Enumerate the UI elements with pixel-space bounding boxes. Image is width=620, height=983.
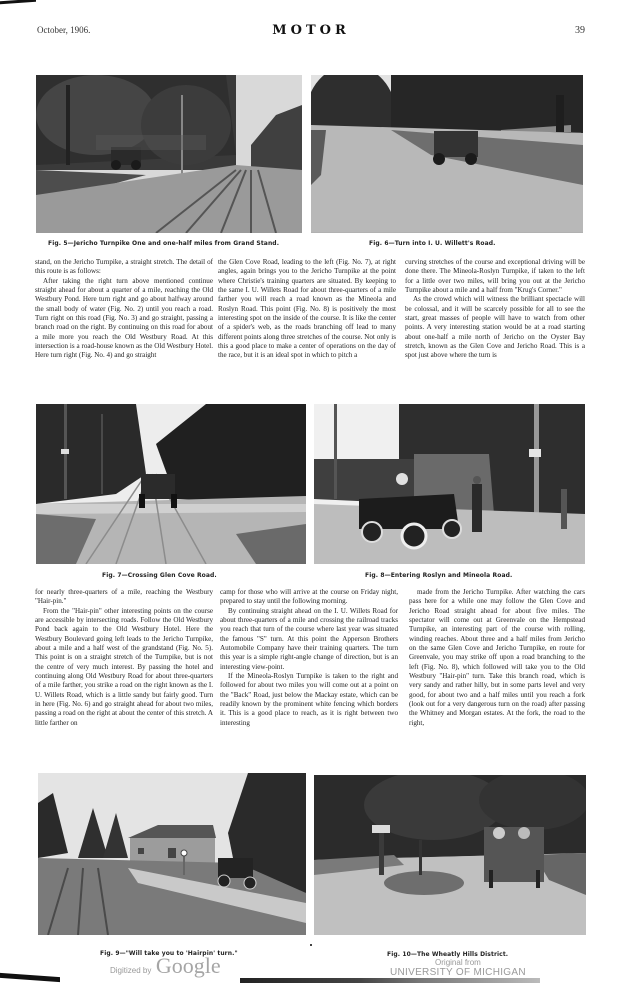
- page-number: 39: [575, 25, 585, 36]
- photo-fig7-glen-cove-road: [36, 404, 306, 564]
- photo-fig9-hairpin-turn: [38, 773, 306, 935]
- paragraph: stand, on the Jericho Turnpike, a straight stretch. The detail of this route is as follows:: [35, 258, 213, 276]
- photo-fig8-roslyn-mineola-road: [314, 404, 585, 564]
- photo-fig5-jericho-turnpike: [36, 75, 302, 233]
- paragraph: curving stretches of the course and exceptional driving will be done there. The Mineola-Roslyn Turnpike, if taken to the left for a little over two miles, will bring you out at the Jericho Turnpike about a mile and a half from "Krug's Corner.": [405, 258, 585, 295]
- text-column-top-1: [35, 258, 213, 361]
- paragraph: made from the Jericho Turnpike. After watching the cars pass here for a while one may follow the Glen Cove and Jericho Road straight ahead for about five miles. The spectator will come out at Greenvale on the Hempstead Turnpike, an interesting part of the course with rolling, winding reaches. About three and a half miles from Jericho on the same Glen Cove and Jericho Turnpike, en route for Greenvale, you may strike off upon a road branching to the left (Fig. No. 8), which followed will take you to the Old Westbury "Hair-pin" turn. Take this branch road, which is very sandy and rather hilly, but in some parts level and very good, for about two and a half miles until you reach a fork (look out for a very dangerous turn on the road) after passing the Whitney and Morgan estates. At the fork, the road to the right,: [409, 588, 585, 727]
- original-from-label: Original from: [435, 958, 481, 967]
- paragraph: the Glen Cove Road, leading to the left (Fig. No. 7), at right angles, again brings you to the Jericho Turnpike at the point where Christie's training quarters are situated. By keeping to the same I. U. Willets Road for about three-quarters of a mile farther you will reach a road known as the Mineola and Roslyn Road. This point (Fig. No. 8) is positively the most interesting spot on the inside of the course. It is like the center of a spider's web, as the roads branching off lead to many different points along three stretches of the course. Not only is this a good place to make a center of operations on the day of the race, but it is an ideal spot in which to pitch a: [218, 258, 396, 360]
- university-name: UNIVERSITY OF MICHIGAN: [390, 967, 526, 978]
- university-watermark: [390, 958, 526, 978]
- caption-fig5: Fig. 5—Jericho Turnpike One and one-half miles from Grand Stand.: [48, 240, 280, 247]
- issue-date: October, 1906.: [37, 25, 91, 35]
- photo-fig10-wheatly-hills: [314, 775, 586, 935]
- text-column-top-2: [218, 258, 396, 361]
- google-logo-text: Google: [155, 953, 221, 978]
- photo-fig6-willets-road: [311, 75, 583, 233]
- caption-fig8: Fig. 8—Entering Roslyn and Mineola Road.: [365, 572, 513, 579]
- digitized-by-label: Digitized by: [110, 966, 152, 975]
- paragraph: After taking the right turn above mentioned continue straight ahead for about a quarter of a mile, reaching the Old Westbury Pond. Here turn right and go about halfway around the small body of water (Fig. No. 2) until you reach a road. Turn right on this road (Fig. No. 3) and go straight, passing a branch road on the right. By continuing on this road for about a mile more you reach the Old Westbury Road. At this intersection is a road-house known as the Old Westbury Hotel. Here turn right (Fig. No. 4) and go straight: [35, 276, 213, 360]
- text-column-bottom-2: [220, 588, 398, 728]
- paragraph: As the crowd which will witness the brilliant spectacle will be colossal, and it will be scarcely possible for all to see the start, great masses of people will have to watch from other points. A very interesting station would be at a road starting about one-half a mile north of Jericho on the Oyster Bay stretch, known as the Glen Cove and Jericho Road. This is a spot just above where the turn is: [405, 295, 585, 360]
- magazine-title: MOTOR: [272, 23, 350, 38]
- paragraph: By continuing straight ahead on the I. U. Willets Road for about three-quarters of a mile and crossing the railroad tracks you reach that turn of the course where last year was situated the famous "S" turn. At this point the Apperson Brothers Automobile Company have their training quarters. The turn this year is a simple right-angle change of direction, but is an interesting view-point.: [220, 606, 398, 671]
- scan-edge-mark-top: [0, 0, 36, 4]
- scan-edge-mark-bottom-left: [0, 973, 60, 982]
- paragraph: camp for those who will arrive at the course on Friday night, prepared to stay until the following morning.: [220, 588, 398, 606]
- paragraph: for nearly three-quarters of a mile, reaching the Westbury "Hair-pin.": [35, 588, 213, 606]
- text-column-bottom-3: [409, 588, 585, 728]
- caption-fig10: Fig. 10—The Wheatly Hills District.: [387, 951, 509, 958]
- text-column-bottom-1: [35, 588, 213, 728]
- paragraph: From the "Hair-pin" other interesting points on the course are accessible by intersecting roads. Follow the Old Westbury Pond back again to the Old Westbury Hotel. Here the Westbury Boulevard going left leads to the Jericho Turnpike, about a mile and a half west of the grandstand (Fig. No. 5). This point is on a straight stretch of the Turnpike, but is not the centre of very much interest. By passing the hotel and continuing along Old Westbury Road for about three-quarters of a mile farther, you strike a road on the right known as the I. U. Willets Road, which is a little sandy but fairly good. Turn in here (Fig. No. 6) and go straight ahead for about two miles, passing a road on the right at about the center of this stretch. A little farther on: [35, 606, 213, 727]
- caption-fig9: Fig. 9—"Will take you to 'Hairpin' turn.": [100, 950, 238, 957]
- scan-edge-mark-bottom-center: [240, 978, 540, 983]
- paragraph: If the Mineola-Roslyn Turnpike is taken to the right and followed for about two miles you will come out at a point on the "Back" Road, just below the Mackay estate, which can be readily known by the prominent white fencing which borders it. This is a good place to reach, as it is right between two interesting: [220, 672, 398, 727]
- page-header: [37, 25, 585, 41]
- center-dot-mark: [310, 944, 312, 946]
- digitized-by-google-watermark: [110, 953, 221, 979]
- caption-fig7: Fig. 7—Crossing Glen Cove Road.: [102, 572, 217, 579]
- caption-fig6: Fig. 6—Turn into I. U. Willett's Road.: [369, 240, 496, 247]
- text-column-top-3: [405, 258, 585, 361]
